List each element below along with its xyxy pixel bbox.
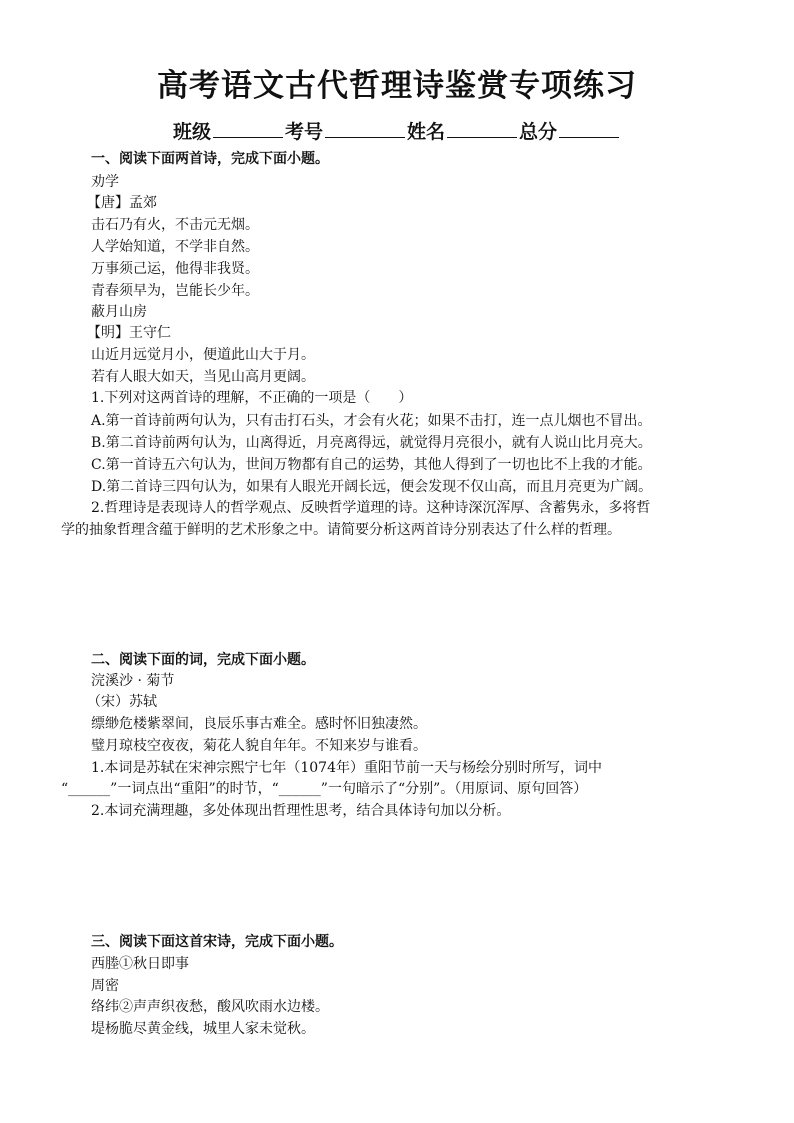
option-a[interactable]: A.第一首诗前两句认为，只有击打石头，才会有火花；如果不击打，连一点儿烟也不冒出。 [91,413,652,429]
section-3-heading: 三、阅读下面这首宋诗，完成下面小题。 [91,934,343,950]
page-title: 高考语文古代哲理诗鉴赏专项练习 [157,68,637,104]
score-blank[interactable] [559,119,619,138]
number-label: 考号 [284,121,323,143]
song-poem-line: 络纬②声声织夜愁，酸风吹雨水边楼。 [91,999,329,1015]
ci-title: 浣溪沙 · 菊节 [91,673,175,689]
section-2-heading: 二、阅读下面的词，完成下面小题。 [91,652,315,668]
section-1-heading: 一、阅读下面两首诗，完成下面小题。 [91,151,329,167]
question-2-1: 1.本词是苏轼在宋神宗熙宁七年（1074年）重阳节前一天与杨绘分别时所写，词中 [91,760,602,776]
poem-1-title: 劝学 [91,174,119,190]
poem-1-line: 人学始知道，不学非自然。 [91,239,259,255]
ci-author: （宋）苏轼 [87,694,157,710]
option-d[interactable]: D.第二首诗三四句认为，如果有人眼光开阔长远，便会发现不仅山高，而且月亮更为广阔。 [91,479,653,495]
poem-2-line: 山近月远觉月小，便道此山大于月。 [91,347,315,363]
name-blank[interactable] [447,119,517,138]
poem-2-title: 蔽月山房 [91,304,147,320]
poem-2-line: 若有人眼大如天，当见山高月更阔。 [91,369,315,385]
name-label: 姓名 [407,121,446,143]
song-poem-title: 西塍①秋日即事 [91,956,189,972]
score-label: 总分 [519,121,558,143]
option-b[interactable]: B.第二首诗前两句认为，山离得近，月亮离得远，就觉得月亮很小，就有人说山比月亮大。 [91,435,652,451]
option-c[interactable]: C.第一首诗五六句认为，世间万物都有自己的运势，其他人得到了一切也比不上我的才能。 [91,457,652,473]
question-1-2-cont: 学的抽象哲理含蕴于鲜明的艺术形象之中。请简要分析这两首诗分别表达了什么样的哲理。 [61,522,621,538]
class-label: 班级 [172,121,211,143]
student-info-line [0,117,794,144]
class-blank[interactable] [213,119,283,138]
poem-1-line: 青春须早为，岂能长少年。 [91,283,259,299]
poem-2-author: 【明】王守仁 [87,325,171,341]
ci-line: 璧月琼枝空夜夜，菊花人貌自年年。不知来岁与谁看。 [91,738,427,754]
poem-1-author: 【唐】孟郊 [87,195,157,211]
number-blank[interactable] [325,119,405,138]
ci-line: 缥缈危楼紫翠间，良辰乐事古难全。感时怀旧独凄然。 [91,716,427,732]
song-poem-line: 堤杨脆尽黄金线，城里人家未觉秋。 [91,1021,315,1037]
question-2-1-cont: “______”一词点出“重阳”的时节，“______”一句暗示了“分别”。（用原词、原句回答） [61,781,588,797]
song-poem-author: 周密 [91,978,119,994]
poem-1-line: 击石乃有火，不击元无烟。 [91,217,259,233]
question-2-2: 2.本词充满理趣，多处体现出哲理性思考，结合具体诗句加以分析。 [91,803,511,819]
question-1-1: 1.下列对这两首诗的理解，不正确的一项是（ ） [91,390,413,406]
question-1-2: 2.哲理诗是表现诗人的哲学观点、反映哲学道理的诗。这种诗深沉浑厚、含蓄隽永，多将哲 [91,500,651,516]
poem-1-line: 万事须己运，他得非我贤。 [91,261,259,277]
